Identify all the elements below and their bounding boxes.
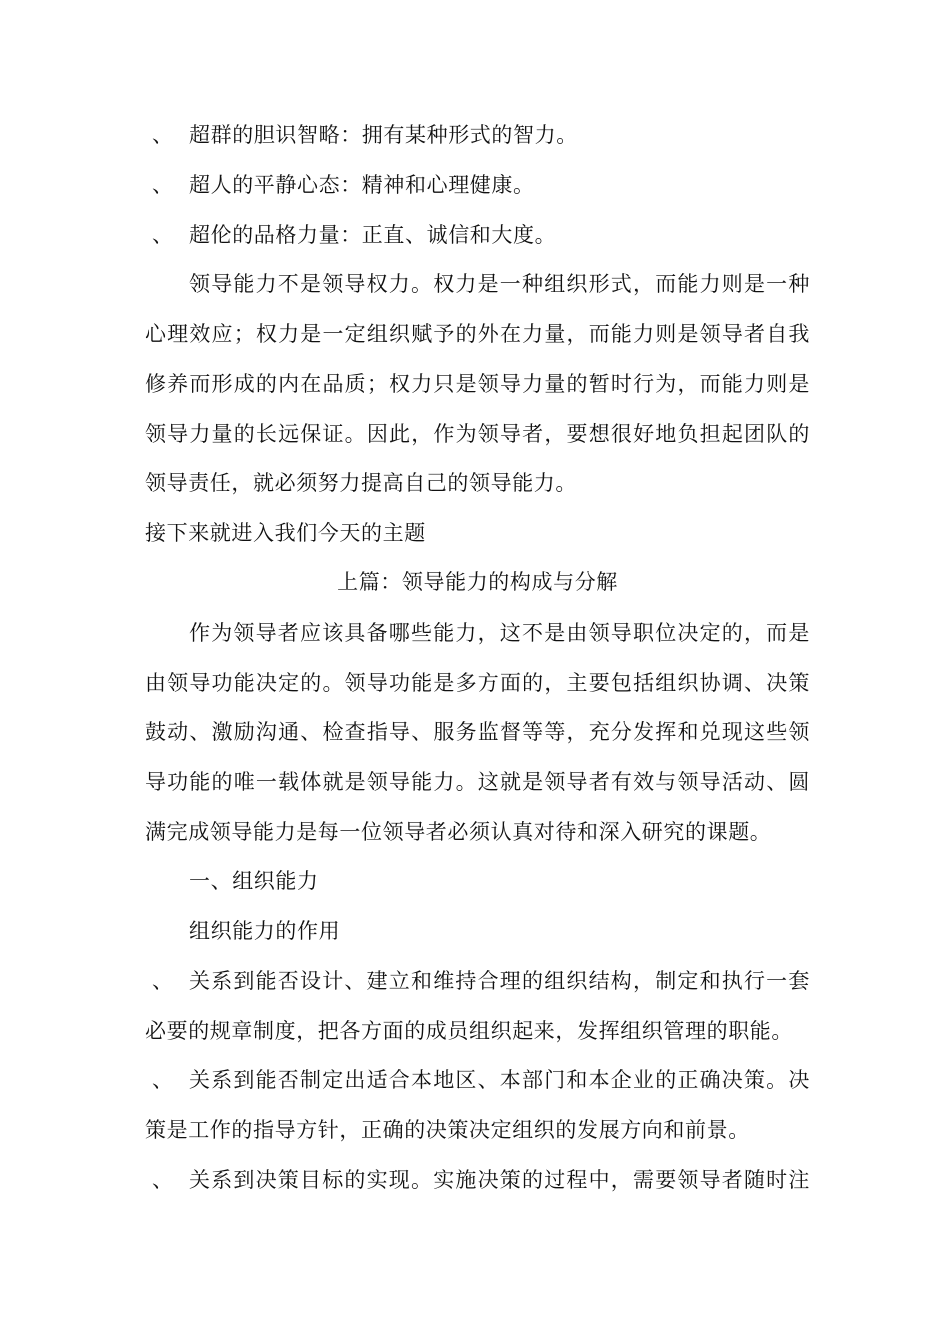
paragraph-line: 导功能的唯一载体就是领导能力。这就是领导者有效与领导活动、圆 [145, 770, 810, 794]
bullet-mark: 、 [152, 123, 173, 147]
bullet-mark: 、 [152, 173, 173, 197]
paragraph-line: 满完成领导能力是每一位领导者必须认真对待和深入研究的课题。 [145, 820, 772, 844]
section-heading: 一、组织能力 [189, 869, 319, 893]
bullet-text-continued: 必要的规章制度，把各方面的成员组织起来，发挥组织管理的职能。 [145, 1019, 793, 1043]
bullet-text-continued: 策是工作的指导方针，正确的决策决定组织的发展方向和前景。 [145, 1118, 750, 1142]
bullet-text: 关系到能否制定出适合本地区、本部门和本企业的正确决策。决 [189, 1068, 810, 1092]
paragraph-line: 由领导功能决定的。领导功能是多方面的，主要包括组织协调、决策 [145, 671, 810, 695]
paragraph-line: 作为领导者应该具备哪些能力，这不是由领导职位决定的，而是 [189, 621, 810, 645]
bullet-mark: 、 [152, 1168, 173, 1192]
paragraph-line: 领导责任，就必须努力提高自己的领导能力。 [145, 471, 577, 495]
paragraph-line: 领导力量的长远保证。因此，作为领导者，要想很好地负担起团队的 [145, 422, 810, 446]
transition-text: 接下来就进入我们今天的主题 [145, 521, 426, 545]
bullet-text: 超群的胆识智略：拥有某种形式的智力。 [189, 123, 578, 147]
paragraph-line: 领导能力不是领导权力。权力是一种组织形式，而能力则是一种 [189, 272, 810, 296]
paragraph-line: 鼓动、激励沟通、检查指导、服务监督等等，充分发挥和兑现这些领 [145, 720, 810, 744]
section-title: 上篇：领导能力的构成与分解 [337, 570, 618, 594]
bullet-mark: 、 [152, 1068, 173, 1092]
bullet-text: 关系到决策目标的实现。实施决策的过程中，需要领导者随时注 [189, 1168, 810, 1192]
bullet-mark: 、 [152, 223, 173, 247]
paragraph-line: 修养而形成的内在品质；权力只是领导力量的暂时行为，而能力则是 [145, 372, 810, 396]
bullet-mark: 、 [152, 969, 173, 993]
paragraph-line: 心理效应；权力是一定组织赋予的外在力量，而能力则是领导者自我 [145, 322, 810, 346]
bullet-text: 超伦的品格力量：正直、诚信和大度。 [189, 223, 557, 247]
bullet-text: 超人的平静心态：精神和心理健康。 [189, 173, 535, 197]
bullet-text: 关系到能否设计、建立和维持合理的组织结构，制定和执行一套 [189, 969, 810, 993]
subsection-heading: 组织能力的作用 [189, 919, 341, 943]
